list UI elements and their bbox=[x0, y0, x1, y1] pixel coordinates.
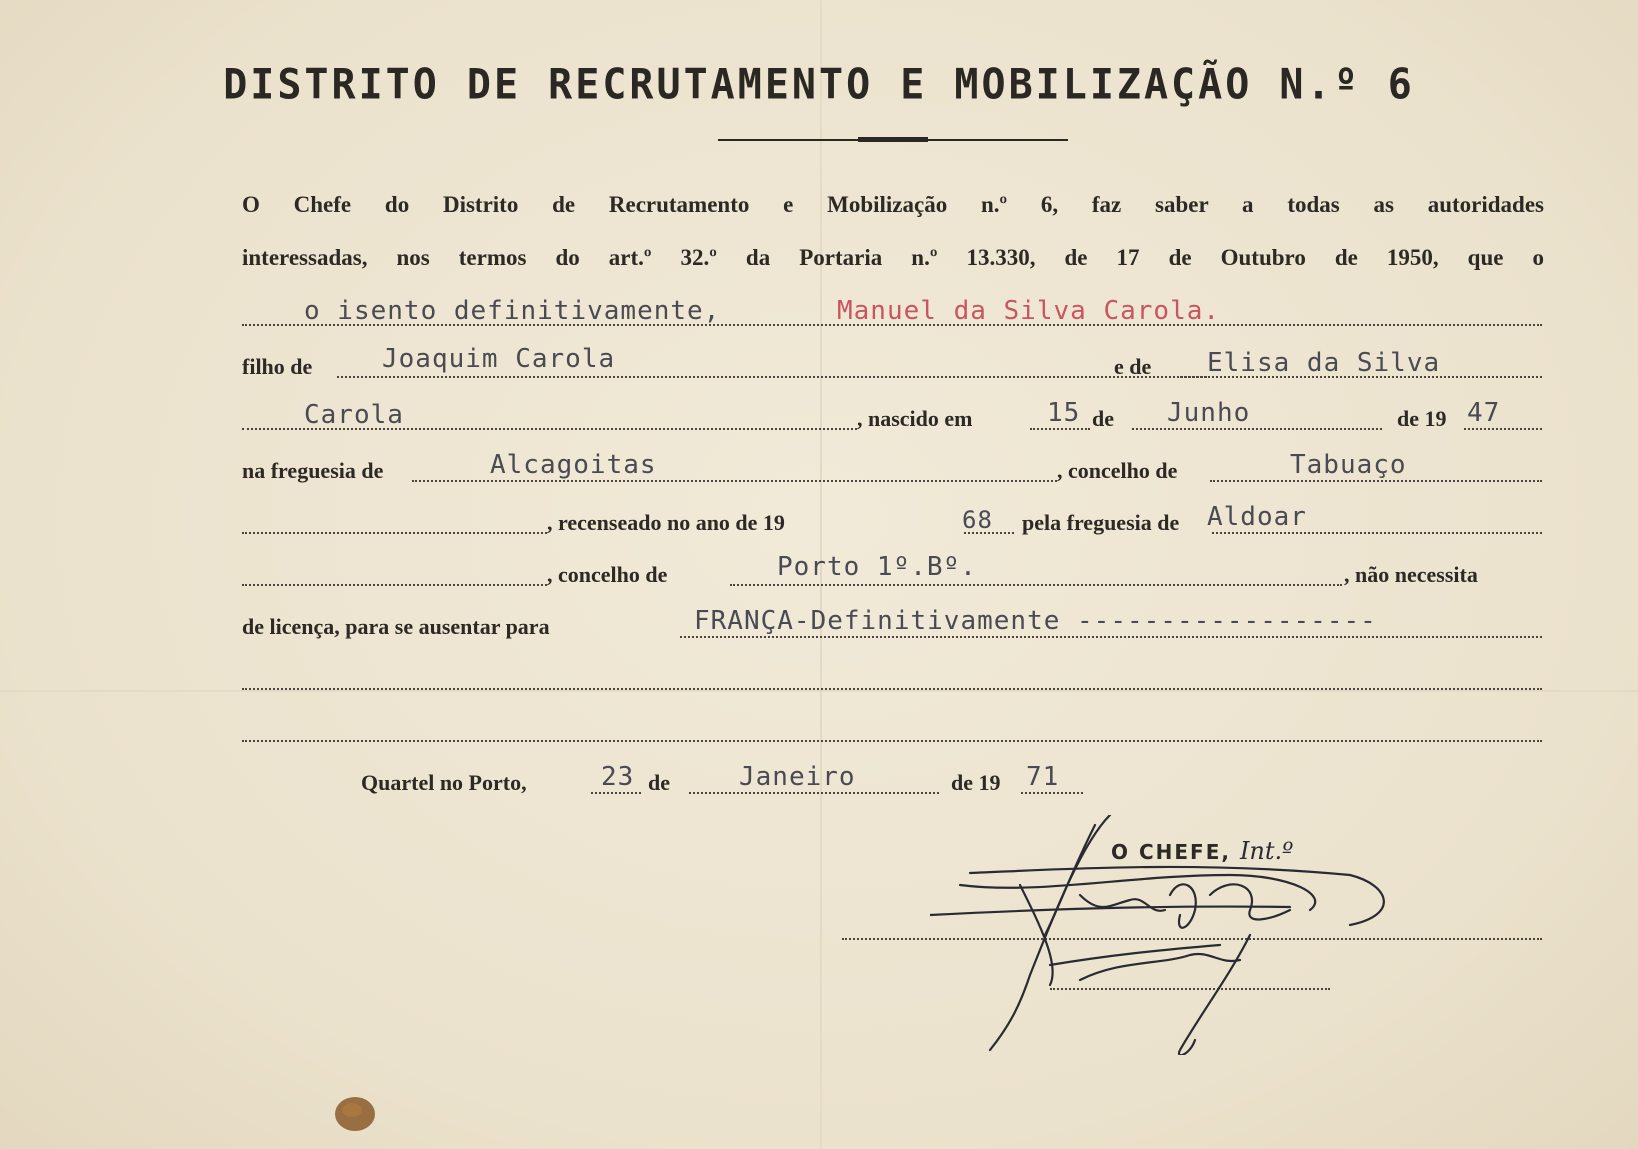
dotted-line bbox=[242, 532, 547, 534]
label-nascido-em: , nascido em bbox=[857, 406, 973, 431]
label-recenseado: , recenseado no ano de 19 bbox=[547, 510, 785, 535]
label-licenca: de licença, para se ausentar para bbox=[242, 614, 550, 639]
label-quartel: Quartel no Porto, bbox=[361, 770, 527, 795]
dotted-line bbox=[1030, 428, 1090, 430]
line-freguesia bbox=[242, 446, 1542, 486]
dotted-line bbox=[591, 792, 641, 794]
dotted-line bbox=[1132, 428, 1382, 430]
chefe-text: O CHEFE, bbox=[1111, 840, 1231, 864]
dotted-line bbox=[680, 636, 1542, 638]
label-de: de bbox=[1092, 406, 1114, 431]
dotted-line bbox=[1210, 480, 1542, 482]
mother-value-2: Carola bbox=[304, 400, 404, 430]
census-concelho-value: Porto 1º.Bº. bbox=[777, 552, 977, 582]
label-e-de: e de bbox=[1114, 354, 1152, 379]
line-destination bbox=[242, 602, 1542, 642]
date-day-value: 23 bbox=[601, 762, 635, 792]
label-de-19: de 19 bbox=[951, 770, 1001, 795]
title-rule-left bbox=[718, 139, 860, 141]
dotted-line bbox=[242, 740, 1542, 742]
census-freguesia-value: Aldoar bbox=[1207, 502, 1307, 532]
label-nao-necessita: , não necessita bbox=[1344, 562, 1478, 587]
birth-year-value: 47 bbox=[1467, 398, 1501, 428]
title-rule-center bbox=[858, 137, 928, 142]
dotted-line bbox=[689, 792, 939, 794]
label-freguesia: na freguesia de bbox=[242, 458, 384, 483]
freguesia-value: Alcagoitas bbox=[490, 450, 657, 480]
name-value: Manuel da Silva Carola. bbox=[837, 296, 1221, 326]
handwritten-signature bbox=[930, 815, 1450, 1055]
status-value: o isento definitivamente, bbox=[304, 296, 721, 326]
dotted-line bbox=[730, 584, 1342, 586]
line-census-concelho bbox=[242, 550, 1542, 590]
line-census bbox=[242, 498, 1542, 538]
ink-stain bbox=[330, 1090, 380, 1140]
date-year-value: 71 bbox=[1026, 762, 1060, 792]
chefe-note: Int.º bbox=[1239, 837, 1294, 865]
intro-line-2: interessadas, nos termos do art.º 32.º da Portaria n.º 13.330, de 17 de Outubro de 1950, que o bbox=[242, 245, 1544, 270]
document-title: DISTRITO DE RECRUTAMENTO E MOBILIZAÇÃO N.º 6 bbox=[223, 60, 1415, 110]
birth-month-value: Junho bbox=[1167, 398, 1251, 428]
father-value: Joaquim Carola bbox=[382, 344, 616, 374]
date-month-value: Janeiro bbox=[739, 762, 856, 792]
label-pela-freguesia: pela freguesia de bbox=[1022, 510, 1180, 535]
line-parents bbox=[242, 342, 1542, 382]
destination-value: FRANÇA-Definitivamente ------------------ bbox=[694, 606, 1377, 636]
label-concelho: , concelho de bbox=[1057, 458, 1178, 483]
dotted-line bbox=[242, 584, 547, 586]
dotted-line bbox=[1464, 428, 1542, 430]
concelho-value: Tabuaço bbox=[1290, 450, 1407, 480]
label-concelho-2: , concelho de bbox=[547, 562, 668, 587]
dotted-line bbox=[1212, 532, 1542, 534]
blank-line-1 bbox=[242, 654, 1542, 694]
dotted-line bbox=[1021, 792, 1083, 794]
dotted-line bbox=[337, 376, 1207, 378]
label-filho-de: filho de bbox=[242, 354, 313, 379]
blank-line-2 bbox=[242, 706, 1542, 746]
dotted-line bbox=[242, 688, 1542, 690]
title-rule-right bbox=[926, 139, 1068, 141]
line-name bbox=[242, 290, 1542, 330]
line-date bbox=[361, 758, 1121, 798]
label-de: de bbox=[648, 770, 670, 795]
line-birth bbox=[242, 394, 1542, 434]
dotted-line bbox=[412, 480, 1057, 482]
intro-line-1: O Chefe do Distrito de Recrutamento e Mobilização n.º 6, faz saber a todas as autoridades bbox=[242, 192, 1544, 217]
census-year-value: 68 bbox=[962, 506, 993, 534]
birth-day-value: 15 bbox=[1047, 398, 1081, 428]
label-de-19: de 19 bbox=[1397, 406, 1447, 431]
mother-value-1: Elisa da Silva bbox=[1207, 348, 1441, 378]
